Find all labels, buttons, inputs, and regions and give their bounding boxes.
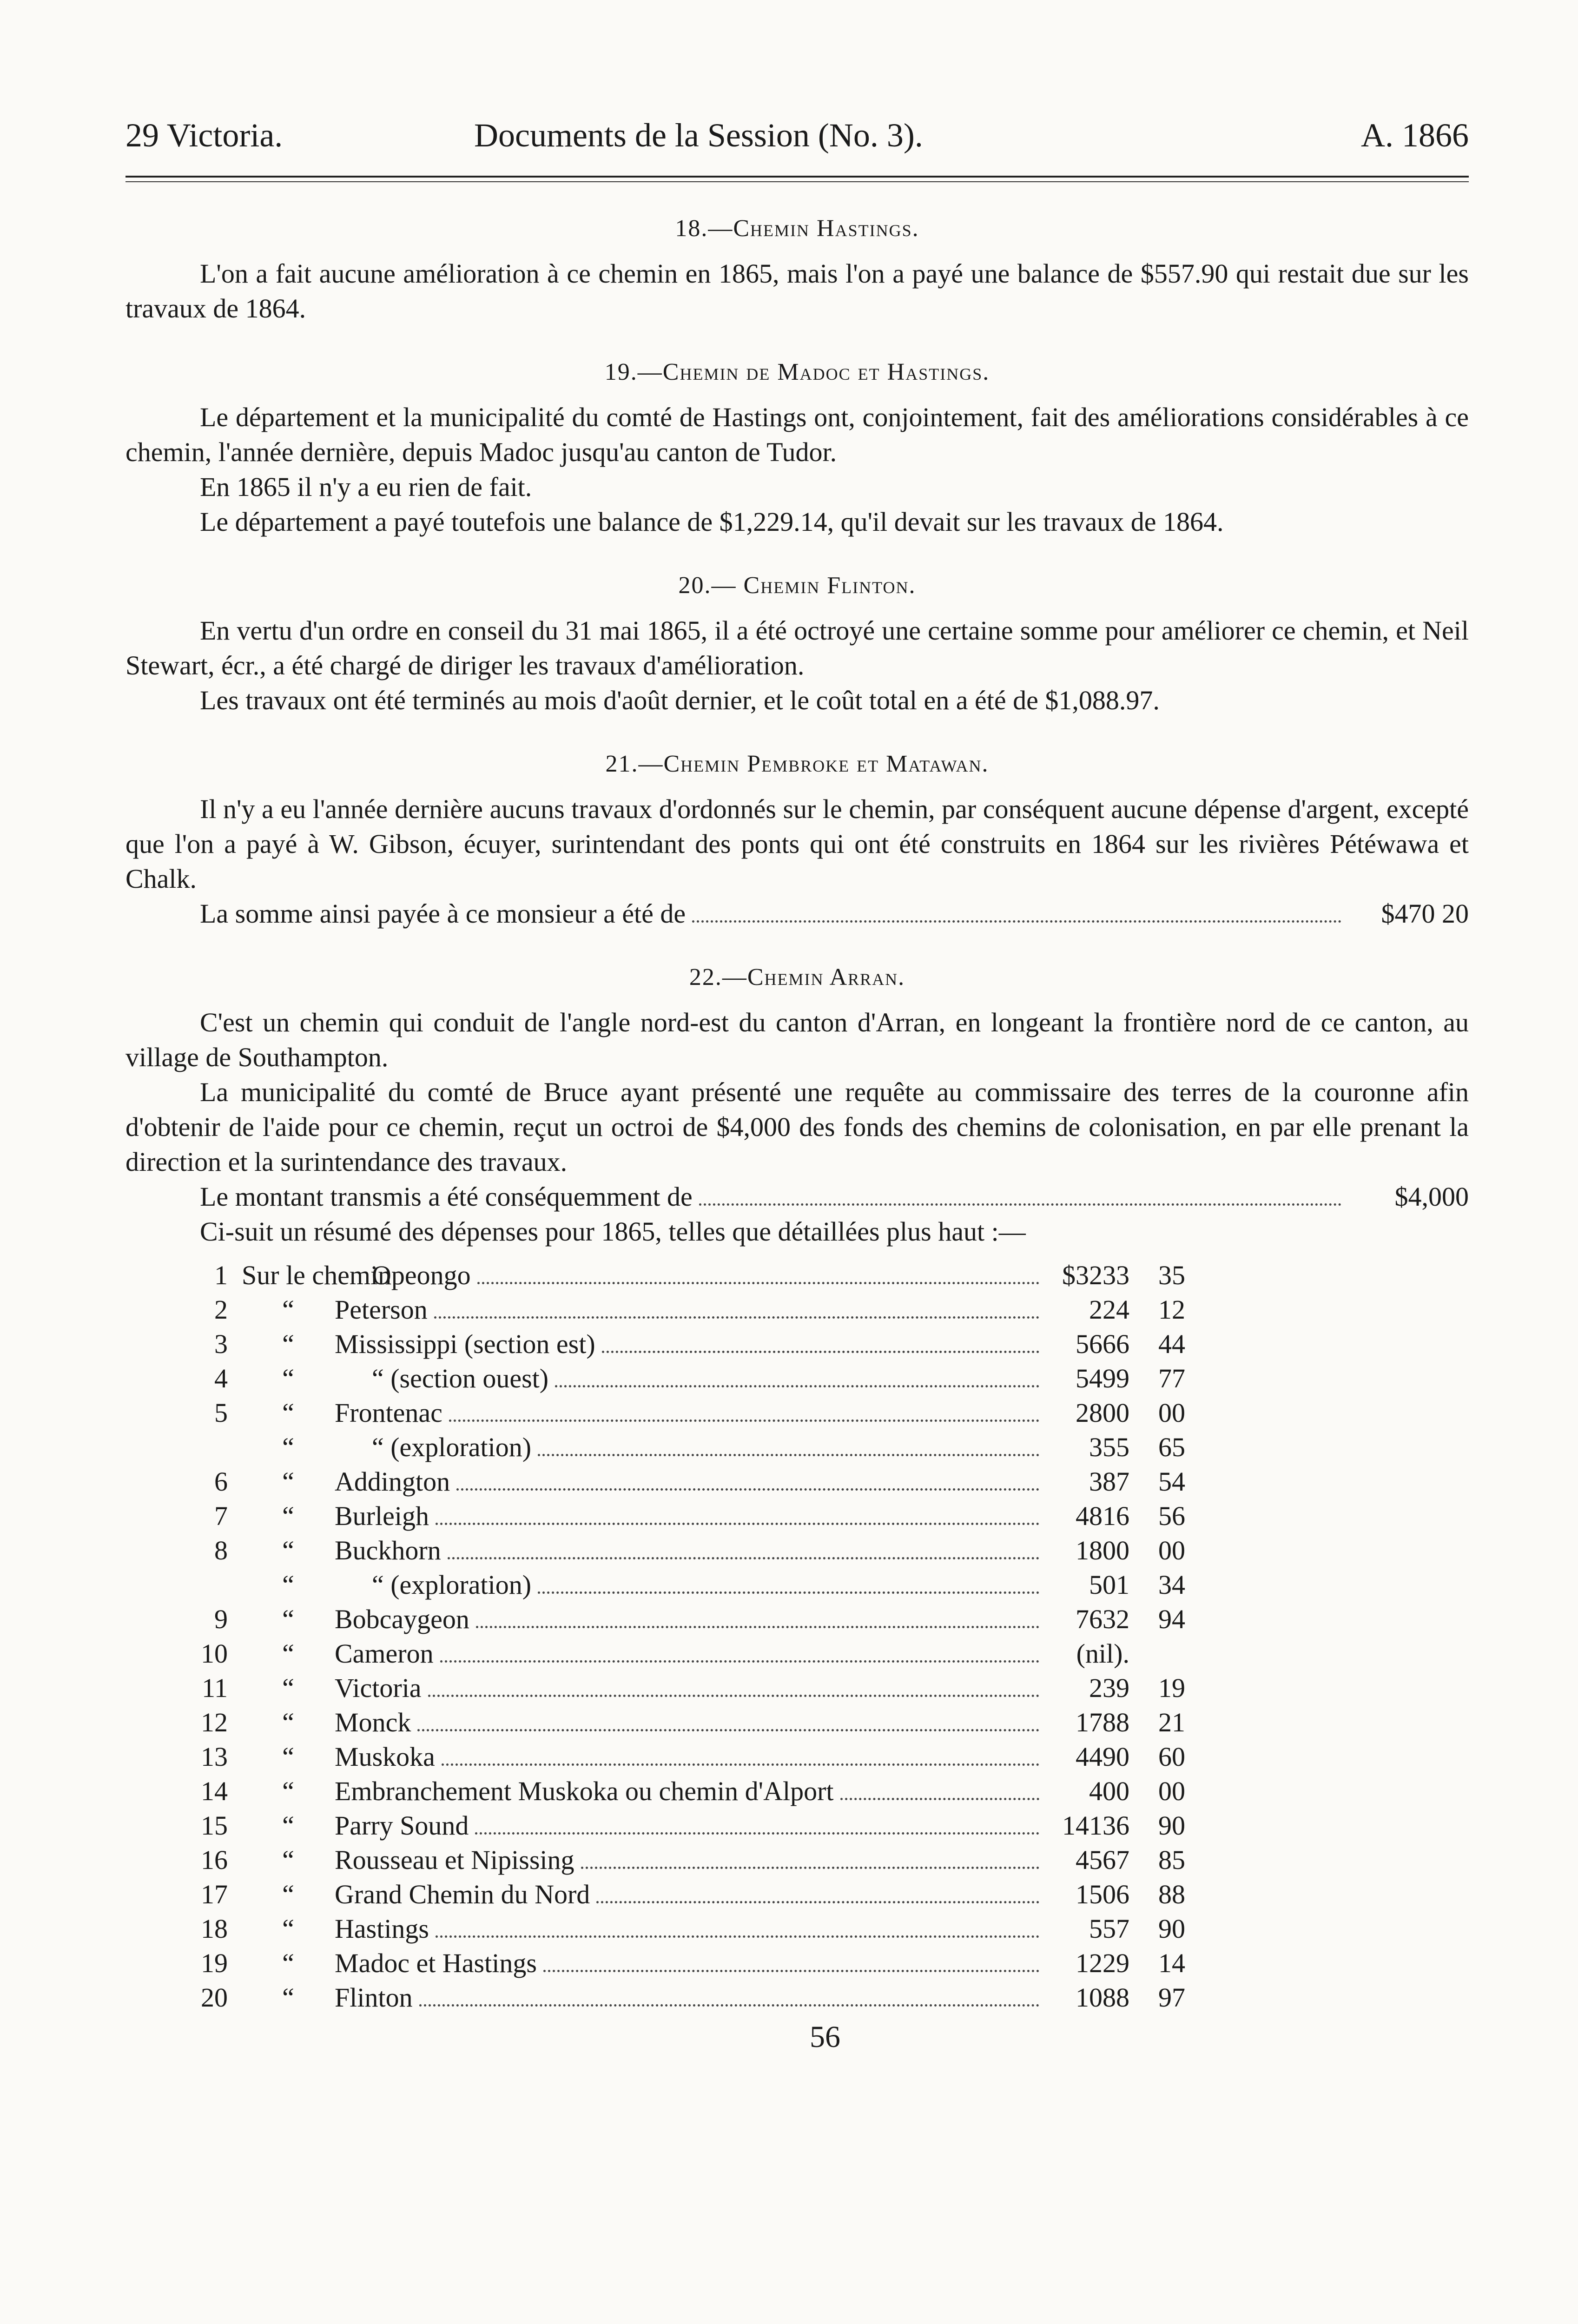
row-road-cell [335, 1705, 1046, 1740]
amount-cents: 00 [1158, 1776, 1185, 1806]
road-name: Burleigh [335, 1501, 429, 1531]
road-name: Buckhorn [335, 1535, 441, 1565]
amount-cents: 12 [1158, 1294, 1185, 1325]
ditto-mark: “ [282, 1570, 294, 1600]
dot-leader [476, 1626, 1039, 1628]
section-19-paragraph-3: Le département a payé toutefois une balance de $1,229.14, qu'il devait sur les travaux de 1864. [200, 507, 1224, 537]
amount-dollars: 2800 [1076, 1398, 1129, 1428]
row-road-cell [335, 1774, 1046, 1809]
amount-dollars: 1800 [1076, 1535, 1129, 1565]
amount-dollars: $3233 [1062, 1260, 1129, 1290]
road-name: Frontenac [335, 1398, 442, 1428]
amount-cents: 19 [1158, 1673, 1185, 1703]
amount-dollars: 1506 [1076, 1879, 1129, 1909]
section-22-amount-line [125, 1179, 1469, 1214]
table-row [125, 1843, 1469, 1877]
row-number: 15 [201, 1810, 228, 1841]
ditto-mark: “ [282, 1535, 294, 1565]
ditto-mark: “ [282, 1638, 294, 1669]
row-road-cell [335, 1293, 1046, 1327]
header-year: A. 1866 [1361, 117, 1469, 154]
dot-leader [596, 1901, 1039, 1903]
table-row [125, 1568, 1469, 1602]
table-row [125, 1430, 1469, 1465]
row-number: 12 [201, 1707, 228, 1737]
section-19-paragraph-1: Le département et la municipalité du comté de Hastings ont, conjointement, fait des améliorations considérables à ce chemin, l'année dernière, depuis Madoc jusqu'au canton de Tudor. [125, 402, 1469, 467]
amount-cents: 88 [1158, 1879, 1185, 1909]
table-row [125, 1602, 1469, 1637]
dot-leader [440, 1660, 1039, 1663]
table-row [125, 1740, 1469, 1774]
amount-dollars: 4816 [1076, 1501, 1129, 1531]
table-row [125, 1637, 1469, 1671]
dot-leader [538, 1454, 1039, 1456]
road-name: Victoria [335, 1673, 422, 1703]
amount-dollars: 7632 [1076, 1604, 1129, 1634]
row-number: 4 [214, 1363, 228, 1393]
ditto-mark: “ [282, 1879, 294, 1909]
amount-cents: 34 [1158, 1570, 1185, 1600]
row-number: 13 [201, 1742, 228, 1772]
amount-dollars: (nil). [1076, 1638, 1129, 1669]
row-number: 8 [214, 1535, 228, 1565]
row-road-cell [335, 1981, 1046, 2015]
ditto-mark: “ [282, 1673, 294, 1703]
amount-dollars: 14136 [1062, 1810, 1129, 1841]
row-road-cell [335, 1533, 1046, 1568]
amount-cents: 94 [1158, 1604, 1185, 1634]
row-road-cell [335, 1877, 1046, 1912]
section-20-paragraph-2: Les travaux ont été terminés au mois d'août dernier, et le coût total en a été de $1,088.97. [200, 685, 1160, 715]
row-number: 5 [214, 1398, 228, 1428]
table-row [125, 1877, 1469, 1912]
table-row [125, 1671, 1469, 1705]
table-row [125, 1912, 1469, 1946]
header-rule [125, 176, 1469, 178]
dot-leader [477, 1282, 1039, 1284]
row-number: 19 [201, 1948, 228, 1978]
table-row [125, 1396, 1469, 1430]
row-road-cell [335, 1465, 1046, 1499]
expense-summary-table [125, 1258, 1469, 2015]
amount-dollars: 4567 [1076, 1845, 1129, 1875]
dot-leader [442, 1763, 1039, 1766]
amount-dollars: 4490 [1076, 1742, 1129, 1772]
table-row [125, 1981, 1469, 2015]
row-road-cell [335, 1671, 1046, 1705]
ditto-mark: “ [282, 1914, 294, 1944]
amount-cents: 00 [1158, 1398, 1185, 1428]
page-number: 56 [810, 2020, 840, 2054]
dot-leader [419, 2004, 1039, 2007]
running-header [125, 116, 1469, 167]
dot-leader [475, 1832, 1039, 1835]
amount-cents: 90 [1158, 1810, 1185, 1841]
section-20-paragraph-1: En vertu d'un ordre en conseil du 31 mai 1865, il a été octroyé une certaine somme pour améliorer ce chemin, et Neil Stewart, écr., a été chargé de diriger les travaux d'amélioration. [125, 615, 1469, 680]
amount-dollars: 1088 [1076, 1982, 1129, 2013]
row-prefix: Sur le chemin [242, 1260, 392, 1290]
header-title: Documents de la Session (No. 3). [474, 117, 923, 154]
section-18-heading: 18.—Chemin Hastings. [675, 215, 919, 242]
dot-leader [417, 1729, 1039, 1731]
road-name: Opeongo [372, 1260, 471, 1290]
row-number: 18 [201, 1914, 228, 1944]
dot-leader [538, 1591, 1039, 1594]
section-21-amount-line [125, 896, 1469, 931]
amount-cents: 44 [1158, 1329, 1185, 1359]
road-name: Rousseau et Nipissing [335, 1845, 574, 1875]
dot-leader [436, 1523, 1039, 1525]
row-number: 7 [214, 1501, 228, 1531]
row-number: 6 [214, 1466, 228, 1497]
amount-cents: 54 [1158, 1466, 1185, 1497]
row-number: 2 [214, 1294, 228, 1325]
road-name: Embranchement Muskoka ou chemin d'Alport [335, 1776, 834, 1806]
amount-dollars: 5666 [1076, 1329, 1129, 1359]
header-regnal-year: 29 Victoria. [125, 117, 283, 154]
section-21-paragraph: Il n'y a eu l'année dernière aucuns travaux d'ordonnés sur le chemin, par conséquent aucune dépense d'argent, excepté que l'on a payé à W. Gibson, écuyer, surintendant des ponts qui ont été construits en 1864 sur les rivières Pétéwawa et Chalk. [125, 794, 1469, 894]
table-row [125, 1499, 1469, 1533]
table-row [125, 1946, 1469, 1981]
road-name: Bobcaygeon [335, 1604, 469, 1634]
table-row [125, 1705, 1469, 1740]
section-19-paragraph-2: En 1865 il n'y a eu rien de fait. [200, 472, 532, 502]
summary-intro: Ci-suit un résumé des dépenses pour 1865, telles que détaillées plus haut :— [200, 1216, 1026, 1247]
dot-leader [699, 1203, 1341, 1206]
amount-dollars: 557 [1089, 1914, 1129, 1944]
section-22-paragraph-2: La municipalité du comté de Bruce ayant présenté une requête au commissaire des terres de la couronne afin d'obtenir de l'aide pour ce chemin, reçut un octroi de $4,000 des fonds des chemins de colonisation, en par elle prenant la direction et la surintendance des travaux. [125, 1077, 1469, 1177]
dot-leader [581, 1867, 1039, 1869]
ditto-mark: “ [282, 1363, 294, 1393]
row-road-cell [335, 1602, 1046, 1637]
table-row [125, 1465, 1469, 1499]
amount-cents: 90 [1158, 1914, 1185, 1944]
dot-leader [448, 1557, 1039, 1559]
table-row [125, 1293, 1469, 1327]
row-number: 14 [201, 1776, 228, 1806]
document-page [125, 116, 1469, 2055]
road-name: Madoc et Hastings [335, 1948, 537, 1978]
road-name: Peterson [335, 1294, 428, 1325]
amount-cents: 97 [1158, 1982, 1185, 2013]
amount-cents: 77 [1158, 1363, 1185, 1393]
road-name: “ (exploration) [372, 1432, 532, 1462]
section-18-paragraph: L'on a fait aucune amélioration à ce chemin en 1865, mais l'on a payé une balance de $557.90 qui restait due sur les travaux de 1864. [125, 258, 1469, 324]
section-22-amount: $4,000 [1394, 1182, 1469, 1212]
dot-leader [543, 1970, 1039, 1972]
road-name: Mississippi (section est) [335, 1329, 595, 1359]
road-name: Flinton [335, 1982, 413, 2013]
ditto-mark: “ [282, 1742, 294, 1772]
section-22-amount-label: Le montant transmis a été conséquemment de [200, 1182, 693, 1212]
ditto-mark: “ [282, 1604, 294, 1634]
ditto-mark: “ [282, 1707, 294, 1737]
row-road-cell [335, 1809, 1046, 1843]
road-name: Muskoka [335, 1742, 435, 1772]
ditto-mark: “ [282, 1810, 294, 1841]
ditto-mark: “ [282, 1982, 294, 2013]
row-number: 3 [214, 1329, 228, 1359]
ditto-mark: “ [282, 1845, 294, 1875]
row-number: 20 [201, 1982, 228, 2013]
amount-dollars: 400 [1089, 1776, 1129, 1806]
amount-dollars: 387 [1089, 1466, 1129, 1497]
ditto-mark: “ [282, 1432, 294, 1462]
amount-dollars: 1229 [1076, 1948, 1129, 1978]
ditto-mark: “ [282, 1948, 294, 1978]
table-row [125, 1327, 1469, 1361]
ditto-mark: “ [282, 1466, 294, 1497]
table-row [125, 1809, 1469, 1843]
row-road-cell [335, 1396, 1046, 1430]
dot-leader [428, 1695, 1039, 1697]
road-name: Cameron [335, 1638, 434, 1669]
row-number: 10 [201, 1638, 228, 1669]
amount-cents: 56 [1158, 1501, 1185, 1531]
row-road-cell [335, 1843, 1046, 1877]
amount-dollars: 355 [1089, 1432, 1129, 1462]
road-name: Hastings [335, 1914, 429, 1944]
row-number: 16 [201, 1845, 228, 1875]
ditto-mark: “ [282, 1329, 294, 1359]
amount-dollars: 224 [1089, 1294, 1129, 1325]
amount-dollars: 239 [1089, 1673, 1129, 1703]
ditto-mark: “ [282, 1776, 294, 1806]
section-22-paragraph-1: C'est un chemin qui conduit de l'angle nord-est du canton d'Arran, en longeant la frontière nord de ce canton, au village de Southampton. [125, 1007, 1469, 1072]
road-name: “ (section ouest) [372, 1363, 549, 1393]
section-21-amount: $470 20 [1381, 898, 1469, 929]
row-road-cell [335, 1258, 1046, 1293]
table-row [125, 1774, 1469, 1809]
amount-cents: 35 [1158, 1260, 1185, 1290]
row-road-cell [335, 1499, 1046, 1533]
road-name: Parry Sound [335, 1810, 469, 1841]
dot-leader [840, 1798, 1039, 1800]
amount-cents: 65 [1158, 1432, 1185, 1462]
amount-cents: 00 [1158, 1535, 1185, 1565]
row-number: 17 [201, 1879, 228, 1909]
road-name: Monck [335, 1707, 411, 1737]
amount-dollars: 5499 [1076, 1363, 1129, 1393]
amount-cents: 14 [1158, 1948, 1185, 1978]
dot-leader [692, 920, 1341, 923]
amount-cents: 85 [1158, 1845, 1185, 1875]
road-name: Grand Chemin du Nord [335, 1879, 590, 1909]
section-20-heading: 20.— Chemin Flinton. [678, 572, 916, 599]
row-number: 1 [214, 1260, 228, 1290]
dot-leader [449, 1419, 1039, 1422]
amount-cents: 60 [1158, 1742, 1185, 1772]
table-row [125, 1258, 1469, 1293]
row-number: 9 [214, 1604, 228, 1634]
row-road-cell [335, 1430, 1046, 1465]
section-21-amount-label: La somme ainsi payée à ce monsieur a été de [200, 898, 686, 929]
row-road-cell [335, 1946, 1046, 1981]
dot-leader [602, 1351, 1039, 1353]
amount-cents: 21 [1158, 1707, 1185, 1737]
row-road-cell [335, 1361, 1046, 1396]
road-name: Addington [335, 1466, 450, 1497]
ditto-mark: “ [282, 1294, 294, 1325]
section-21-heading: 21.—Chemin Pembroke et Matawan. [605, 751, 989, 777]
section-19-heading: 19.—Chemin de Madoc et Hastings. [604, 359, 990, 385]
amount-dollars: 501 [1089, 1570, 1129, 1600]
dot-leader [555, 1385, 1039, 1387]
table-row [125, 1533, 1469, 1568]
row-road-cell [335, 1327, 1046, 1361]
table-row [125, 1361, 1469, 1396]
row-road-cell [335, 1568, 1046, 1602]
dot-leader [436, 1935, 1039, 1938]
row-road-cell [335, 1740, 1046, 1774]
dot-leader [434, 1316, 1039, 1319]
ditto-mark: “ [282, 1398, 294, 1428]
row-road-cell [335, 1637, 1046, 1671]
road-name: “ (exploration) [372, 1570, 532, 1600]
amount-dollars: 1788 [1076, 1707, 1129, 1737]
dot-leader [456, 1488, 1039, 1491]
ditto-mark: “ [282, 1501, 294, 1531]
row-road-cell [335, 1912, 1046, 1946]
header-rule-thin [125, 181, 1469, 182]
section-22-heading: 22.—Chemin Arran. [689, 964, 905, 990]
row-number: 11 [202, 1673, 228, 1703]
